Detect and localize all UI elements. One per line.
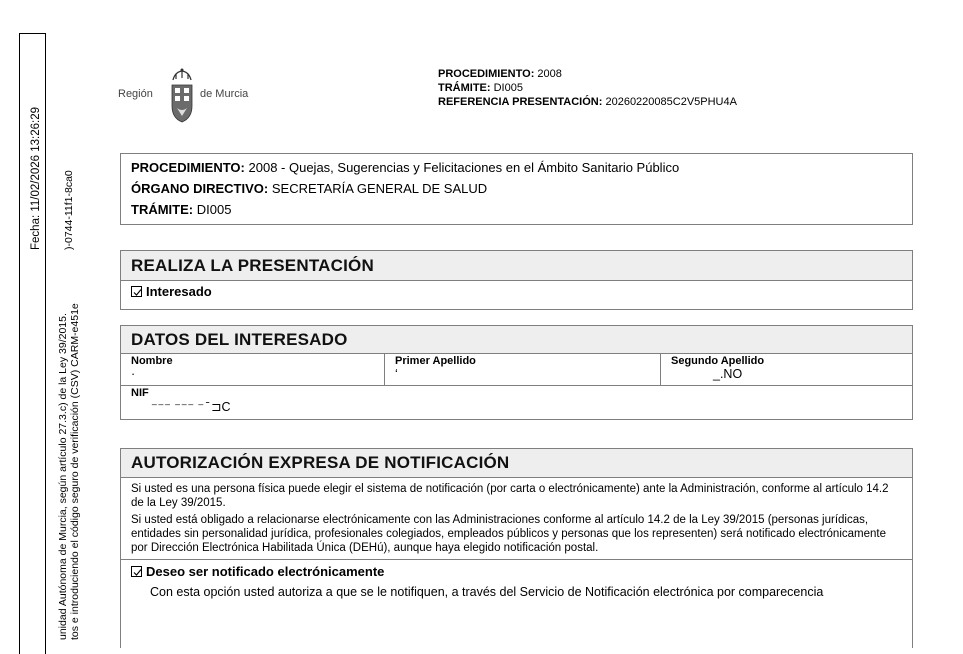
header-tramite-label: TRÁMITE: [438,82,491,94]
header-procedimiento-value: 2008 [537,68,562,80]
header-tramite-value: DI005 [493,82,523,94]
csv-code: )-0744-11f1-8ca0 [63,170,75,250]
date-stamp: Fecha: 11/02/2026 13:26:29 [30,106,42,250]
nombre-value: · [131,367,136,381]
header-procedimiento-label: PROCEDIMIENTO: [438,68,535,80]
datos-interesado-section [120,325,913,420]
notificacion-electronica-description: Con esta opción usted autoriza a que se le notifiquen, a través del Servicio de Notificación electrónica por comparecencia [150,585,824,599]
region-murcia-logo [118,66,278,126]
nombre-label: Nombre [131,355,173,367]
interesado-option[interactable] [121,281,912,302]
segundo-apellido-label: Segundo Apellido [671,355,765,367]
nif-cell [121,386,912,420]
procedimiento-value: 2008 - Quejas, Sugerencias y Felicitaciones en el Ámbito Sanitario Público [248,160,680,175]
name-row [121,354,912,386]
notificacion-electronica-checkbox[interactable] [131,566,142,577]
notificacion-electronica-option[interactable] [121,559,912,583]
procedimiento-label: PROCEDIMIENTO: [131,160,245,175]
coat-of-arms-icon [166,66,198,126]
datos-interesado-title: DATOS DEL INTERESADO [121,326,912,354]
primer-apellido-label: Primer Apellido [395,355,476,367]
nombre-cell [121,354,384,385]
autorizacion-text [121,478,912,555]
autorizacion-title: AUTORIZACIÓN EXPRESA DE NOTIFICACIÓN [121,449,912,478]
tramite-label: TRÁMITE: [131,202,194,217]
presentacion-section [120,250,913,310]
checkmark-icon [132,287,143,298]
csv-line-1: unidad Autónoma de Murcia, según artículo 27.3.c) de la Ley 39/2015. [57,313,69,640]
logo-text-right: de Murcia [200,88,249,100]
tramite-value: DI005 [196,202,232,217]
primer-apellido-cell [384,354,660,385]
header-reference [438,67,737,109]
checkmark-icon [132,567,143,578]
nif-row [121,386,912,420]
presentacion-title: REALIZA LA PRESENTACIÓN [121,251,912,281]
nif-value: ⁻⁻⁻ ⁻⁻⁻ ⁻ ̄ ⊐C [151,400,231,414]
csv-line-2: tos e introduciendo el código seguro de verificación (CSV) CARM-e451e [69,303,81,640]
autorizacion-section [120,448,913,648]
organo-label: ÓRGANO DIRECTIVO: [131,181,269,196]
nif-label: NIF [131,387,149,399]
autorizacion-paragraph-1: Si usted es una persona física puede elegir el sistema de notificación (por carta o electrónicamente) ante la Administración, conforme al artículo 14.2 de la Ley 39/2015. [131,483,889,509]
interesado-option-label: Interesado [146,284,212,299]
primer-apellido-value: ‘ [395,367,398,381]
segundo-apellido-cell [660,354,912,385]
notificacion-electronica-label: Deseo ser notificado electrónicamente [146,564,385,579]
autorizacion-paragraph-2: Si usted está obligado a relacionarse electrónicamente con las Administraciones conforme al artículo 14.2 de la Ley 39/2015 (personas jurídicas, entidades sin personalidad jurídica, profesionales colegiados, empleados públicos y personas que los representen) será notificado electrónicamente por Dirección Electrónica Habilitada Única (DEHú), aunque haya elegido notificación postal. [131,514,886,554]
procedure-box [120,153,913,225]
logo-text-left: Región [118,88,153,100]
header-referencia-label: REFERENCIA PRESENTACIÓN: [438,96,603,108]
header-referencia-value: 20260220085C2V5PHU4A [605,96,737,108]
interesado-checkbox[interactable] [131,286,142,297]
organo-value: SECRETARÍA GENERAL DE SALUD [271,181,488,196]
segundo-apellido-value: _.NO [713,367,743,381]
